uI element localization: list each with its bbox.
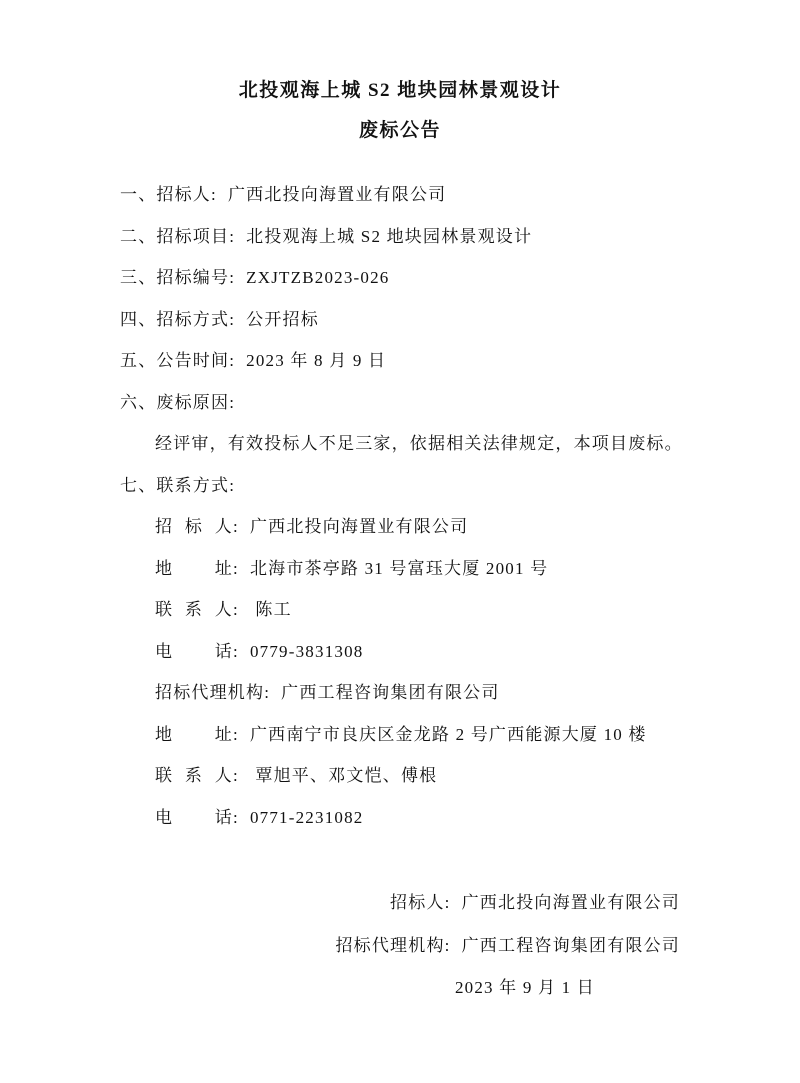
contact-row-phone-2: [120, 797, 720, 839]
footer-label: 招标代理机构: [335, 935, 445, 955]
item-value: 北投观海上城 S2 地块园林景观设计: [246, 226, 533, 246]
contact-value: 北海市茶亭路 31 号富珏大厦 2001 号: [249, 558, 549, 578]
list-item-7: [120, 465, 720, 507]
contact-colon: :: [264, 683, 271, 702]
item-colon: :: [229, 268, 236, 287]
footer-value: 广西工程咨询集团有限公司: [461, 935, 680, 955]
contact-row-person-1: [120, 589, 720, 631]
item-label: 招标方式: [156, 309, 230, 329]
footer-row-agency: [0, 925, 680, 968]
list-item-3: [120, 257, 720, 299]
contact-row-phone-1: [120, 631, 720, 673]
contact-colon: :: [233, 641, 239, 661]
doc-date: 2023 年 9 月 1 日: [454, 978, 595, 997]
reason-paragraph: 经评审，有效投标人不足三家，依据相关法律规定，本项目废标。: [155, 434, 683, 453]
item-label: 公告时间: [156, 351, 230, 370]
contact-label: 招标代理机构: [155, 683, 265, 702]
item-value: 公开招标: [246, 309, 319, 329]
contact-value: 0779-3831308: [249, 641, 364, 661]
item-colon: :: [229, 309, 236, 329]
contact-row-address-2: [120, 714, 720, 756]
contact-label: 地 址: [155, 724, 233, 744]
document-header: [0, 76, 800, 146]
item-value: 2023 年 8 月 9 日: [246, 351, 387, 370]
page-subtitle: 废标公告: [358, 120, 441, 141]
footer-value: 广西北投向海置业有限公司: [461, 893, 680, 912]
contact-row-agency: [120, 672, 720, 714]
contact-row-person-2: [120, 755, 720, 797]
contact-label: 电 话: [155, 641, 233, 661]
item-colon: :: [229, 226, 236, 246]
item-number: 七、: [120, 475, 157, 495]
contact-colon: :: [233, 558, 239, 578]
item-label: 招标人: [156, 185, 212, 204]
contact-value: 广西工程咨询集团有限公司: [281, 683, 500, 702]
footer-row-tenderer: [0, 882, 680, 925]
item-label: 招标项目: [156, 226, 230, 246]
list-item-2: [120, 216, 720, 258]
contact-label: 招 标 人: [155, 517, 233, 536]
contact-value: 广西南宁市良庆区金龙路 2 号广西能源大厦 10 楼: [249, 724, 647, 744]
contact-value: 0771-2231082: [249, 807, 364, 827]
item-colon: :: [229, 392, 236, 412]
item-colon: :: [211, 185, 217, 204]
contact-row-tenderer: [120, 506, 720, 548]
list-item-5: [120, 340, 720, 382]
item-value: 广西北投向海置业有限公司: [227, 185, 447, 204]
item-label: 招标编号: [156, 268, 230, 287]
list-item-6: [120, 382, 720, 424]
item-colon: :: [229, 351, 236, 370]
document-body: [0, 174, 800, 838]
contact-value: 广西北投向海置业有限公司: [249, 517, 469, 536]
contact-colon: :: [233, 724, 239, 744]
footer-colon: :: [444, 935, 451, 955]
item-number: 四、: [120, 309, 157, 329]
list-item-1: [120, 174, 720, 216]
item-colon: :: [229, 475, 236, 495]
contact-value: 陈工: [249, 600, 292, 619]
item-number: 三、: [120, 268, 157, 287]
list-item-4: [120, 299, 720, 341]
contact-label: 电 话: [155, 807, 233, 827]
contact-colon: :: [233, 517, 239, 536]
item-number: 六、: [120, 392, 157, 412]
page-title: 北投观海上城 S2 地块园林景观设计: [238, 80, 562, 101]
contact-row-address-1: [120, 548, 720, 590]
contact-colon: :: [233, 600, 239, 619]
contact-label: 联 系 人: [155, 600, 233, 619]
contact-label: 地 址: [155, 558, 233, 578]
item-label: 废标原因: [156, 392, 230, 412]
item-number: 二、: [120, 226, 157, 246]
item-value: ZXJTZB2023-026: [246, 268, 390, 287]
contact-value: 覃旭平、邓文恺、傅根: [249, 766, 438, 785]
contact-colon: :: [233, 807, 239, 827]
item-number: 五、: [120, 351, 157, 370]
contact-label: 联 系 人: [155, 766, 233, 785]
footer-label: 招标人: [390, 893, 445, 912]
contact-colon: :: [233, 766, 239, 785]
item-label: 联系方式: [156, 475, 230, 495]
item-number: 一、: [120, 185, 157, 204]
footer-colon: :: [444, 893, 451, 912]
document-footer: [0, 882, 800, 1010]
